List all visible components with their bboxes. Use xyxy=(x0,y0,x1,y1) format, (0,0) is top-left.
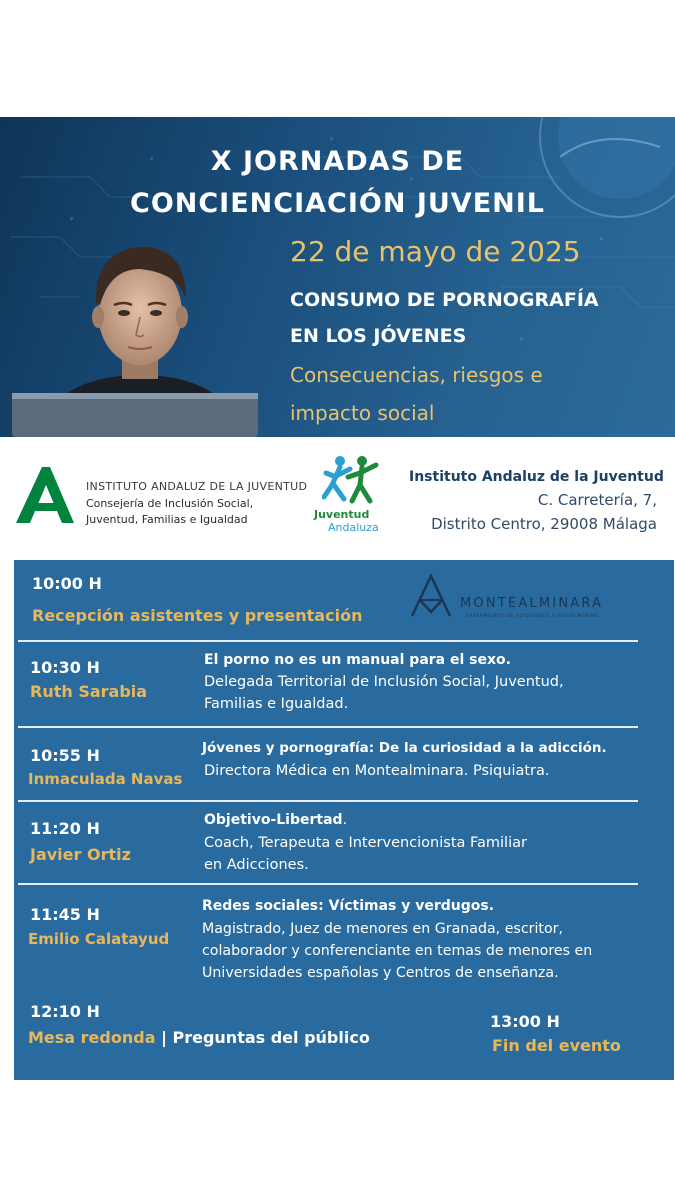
slot-speaker: Javier Ortiz xyxy=(30,845,131,864)
event-subtitle-line2: impacto social xyxy=(290,401,435,425)
slot-description-line: Directora Médica en Montealminara. Psiquiatra. xyxy=(204,763,550,779)
slot-time: 13:00 H xyxy=(490,1012,560,1031)
slot-speaker: Emilio Calatayud xyxy=(28,930,170,948)
iaj-department-line1: Consejería de Inclusión Social, xyxy=(86,497,254,510)
event-title-line1: X JORNADAS DE xyxy=(210,146,465,177)
junta-andalucia-logo-icon xyxy=(12,463,76,527)
juventud-andaluza-logo-icon xyxy=(322,455,380,505)
iaj-department xyxy=(86,496,253,528)
slot-title-wrapper xyxy=(204,812,347,828)
event-topic-line1: CONSUMO DE PORNOGRAFÍA xyxy=(290,289,599,311)
divider xyxy=(18,800,638,802)
slot-description-line: en Adicciones. xyxy=(204,857,309,873)
slot-title: Fin del evento xyxy=(492,1036,621,1055)
slot-time: 12:10 H xyxy=(30,1002,100,1021)
hero-banner xyxy=(0,117,675,437)
venue-name: Instituto Andaluz de la Juventud xyxy=(409,469,664,485)
slot-title-gold: Mesa redonda xyxy=(28,1028,156,1047)
slot-time: 10:55 H xyxy=(30,746,100,765)
slot-title: Recepción asistentes y presentación xyxy=(32,606,363,625)
slot-title: Jóvenes y pornografía: De la curiosidad a la adicción. xyxy=(202,740,607,756)
event-topic xyxy=(290,282,599,354)
slot-time: 11:45 H xyxy=(30,905,100,924)
sponsor-name: MONTEALMINARA xyxy=(460,596,604,611)
slot-title-separator: | xyxy=(155,1028,173,1047)
young-man-at-laptop-image xyxy=(10,225,272,437)
slot-description-line: Familias e Igualdad. xyxy=(204,696,349,712)
divider xyxy=(18,726,638,728)
event-subtitle xyxy=(290,356,543,432)
slot-description-line: Coach, Terapeuta e Intervencionista Familiar xyxy=(204,835,527,851)
montealminara-logo-icon xyxy=(410,572,452,618)
slot-speaker: Inmaculada Navas xyxy=(28,770,183,788)
event-title xyxy=(0,141,675,225)
juventud-andaluza-label1: Juventud xyxy=(314,508,370,521)
slot-title-white: Preguntas del público xyxy=(172,1028,370,1047)
slot-time: 11:20 H xyxy=(30,819,100,838)
slot-title-suffix: . xyxy=(342,812,348,828)
organizers-strip xyxy=(0,437,675,559)
slot-description xyxy=(202,918,592,984)
sponsor-tagline: TRATAMIENTO DE ADICCIONES Y SALUD MENTAL xyxy=(466,614,600,619)
slot-time: 10:30 H xyxy=(30,658,100,677)
iaj-department-line2: Juventud, Familias e Igualdad xyxy=(86,513,248,526)
juventud-andaluza-label2: Andaluza xyxy=(328,521,379,534)
slot-title: Objetivo-Libertad xyxy=(204,812,343,828)
slot-description xyxy=(204,671,564,715)
event-subtitle-line1: Consecuencias, riesgos e xyxy=(290,363,543,387)
event-title-line2: CONCIENCIACIÓN JUVENIL xyxy=(130,188,545,219)
event-date: 22 de mayo de 2025 xyxy=(290,235,581,268)
slot-description-line: Delegada Territorial de Inclusión Social, Juventud, xyxy=(204,674,564,690)
slot-speaker: Ruth Sarabia xyxy=(30,682,148,701)
slot-description xyxy=(204,832,527,876)
slot-title: El porno no es un manual para el sexo. xyxy=(204,652,511,668)
program-schedule xyxy=(14,560,674,1080)
slot-description-line: Universidades españolas y Centros de enseñanza. xyxy=(202,965,559,981)
venue-address-line2: Distrito Centro, 29008 Málaga xyxy=(431,515,657,533)
divider xyxy=(18,640,638,642)
slot-description-line: colaborador y conferenciante en temas de menores en xyxy=(202,943,593,959)
event-topic-line2: EN LOS JÓVENES xyxy=(290,325,467,347)
slot-title-wrapper xyxy=(28,1028,370,1047)
venue-address-line1: C. Carretería, 7, xyxy=(537,491,657,509)
iaj-name: INSTITUTO ANDALUZ DE LA JUVENTUD xyxy=(86,480,308,493)
slot-time: 10:00 H xyxy=(32,574,102,593)
divider xyxy=(18,883,638,885)
slot-title: Redes sociales: Víctimas y verdugos. xyxy=(202,898,495,914)
slot-description-line: Magistrado, Juez de menores en Granada, escritor, xyxy=(202,921,563,937)
slot-description xyxy=(204,760,550,782)
